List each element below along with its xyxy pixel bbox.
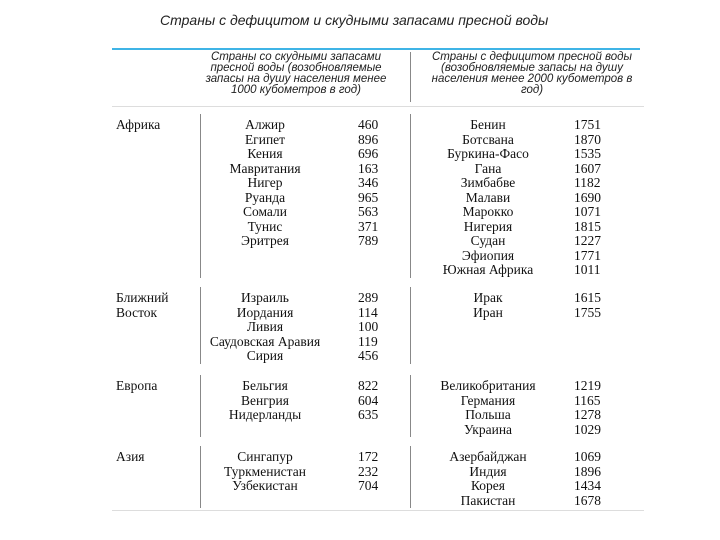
table-row: [414, 147, 614, 162]
page-title: Страны с дефицитом и скудными запасами пресной воды: [160, 12, 549, 28]
water-volume: 1069: [574, 449, 601, 464]
table-row: [414, 176, 614, 191]
country-name: Сомали: [242, 204, 288, 219]
water-volume: 1278: [574, 407, 601, 422]
water-volume: 563: [358, 204, 379, 219]
table-row: [190, 191, 398, 206]
water-volume: 1219: [574, 378, 601, 393]
table-row: [414, 162, 614, 177]
table-row: [190, 291, 398, 306]
water-volume: 1751: [574, 117, 601, 132]
water-volume: 789: [358, 233, 379, 248]
region-label: Азия: [116, 449, 145, 464]
water-volume: 172: [358, 449, 379, 464]
table-row: [190, 234, 398, 249]
country-name: Сингапур: [237, 449, 293, 464]
table-row: [414, 249, 614, 264]
table-row: [190, 479, 398, 494]
table-row: [190, 335, 398, 350]
table-row: [190, 349, 398, 364]
table-row: [190, 133, 398, 148]
title-underline: [112, 48, 640, 50]
water-volume: 1870: [574, 131, 601, 147]
water-volume: 1755: [574, 304, 601, 320]
table-row: [414, 423, 614, 438]
water-volume: 1535: [574, 146, 601, 161]
header-separator: [112, 106, 644, 107]
header-scarce-countries: Страны со скудными запасами пресной воды (возобновляемые запасы на душу населения менее 1000 кубометров в год): [205, 51, 387, 96]
table-row: [414, 191, 614, 206]
table-row: [414, 205, 614, 220]
country-name: Зимбабве: [460, 175, 516, 190]
water-volume: 100: [358, 319, 379, 334]
water-volume: 635: [358, 407, 379, 422]
header-deficit-countries: Страны с дефицитом пресной воды (возобновляемые запасы на душу населения менее 2000 кубометров в год): [431, 51, 633, 96]
table-row: [414, 479, 614, 494]
table-row: [190, 320, 398, 335]
country-name: Узбекистан: [232, 478, 298, 493]
country-name: Марокко: [462, 204, 514, 219]
region-label: Ближний Восток: [116, 290, 169, 320]
table-row: [414, 220, 614, 235]
table-row: [414, 306, 614, 321]
table-row: [190, 379, 398, 394]
country-name: Польша: [465, 407, 511, 422]
country-name: Нидерланды: [228, 407, 302, 422]
region-label: Африка: [116, 117, 161, 132]
table-row: [414, 394, 614, 409]
water-volume: 119: [358, 333, 378, 349]
table-row: [414, 263, 614, 278]
country-name: Саудовская Аравия: [209, 333, 321, 349]
country-name: Иран: [473, 304, 503, 320]
country-name: Азербайджан: [449, 449, 527, 464]
group-divider: [410, 114, 411, 278]
water-volume: 822: [358, 378, 379, 393]
country-name: Алжир: [245, 117, 285, 132]
water-volume: 289: [358, 290, 379, 305]
table-row: [414, 494, 614, 509]
country-name: Венгрия: [241, 392, 289, 408]
table-row: [190, 162, 398, 177]
country-name: Мавритания: [229, 160, 301, 176]
water-volume: 1029: [574, 421, 601, 437]
deficit-column: [414, 118, 614, 278]
water-volume: 1434: [574, 478, 601, 493]
water-volume: 460: [358, 117, 379, 132]
deficit-column: [414, 379, 614, 437]
table-row: [190, 205, 398, 220]
country-name: Израиль: [241, 290, 289, 305]
water-volume: 896: [358, 131, 379, 147]
country-name: Индия: [469, 463, 507, 479]
water-volume: 1182: [574, 175, 601, 190]
water-volume: 604: [358, 392, 379, 408]
country-name: Бенин: [470, 117, 506, 132]
water-volume: 163: [358, 160, 379, 176]
water-volume: 1071: [574, 204, 601, 219]
country-name: Руанда: [244, 189, 286, 205]
country-name: Нигер: [247, 175, 283, 190]
water-volume: 456: [358, 348, 379, 363]
water-volume: 371: [358, 218, 379, 234]
group-divider: [410, 375, 411, 437]
table-row: [414, 408, 614, 423]
country-name: Буркина-Фасо: [447, 146, 529, 161]
country-name: Бельгия: [242, 378, 288, 393]
country-name: Иордания: [236, 304, 294, 320]
table-row: [190, 220, 398, 235]
country-name: Малави: [465, 189, 511, 205]
country-name: Ботсвана: [462, 131, 514, 147]
water-volume: 1011: [574, 262, 601, 277]
water-volume: 1227: [574, 233, 601, 248]
header-divider: [410, 52, 411, 102]
water-volume: 1815: [574, 218, 601, 234]
water-volume: 114: [358, 304, 378, 320]
water-volume: 232: [358, 463, 379, 479]
deficit-column: [414, 450, 614, 508]
water-volume: 1607: [574, 160, 601, 176]
table-row: [414, 450, 614, 465]
table-row: [414, 234, 614, 249]
water-volume: 1678: [574, 492, 601, 508]
group-divider: [410, 446, 411, 508]
country-name: Кения: [247, 146, 283, 161]
water-volume: 704: [358, 478, 379, 493]
country-name: Туркменистан: [224, 463, 306, 479]
scarce-column: [190, 291, 398, 364]
country-name: Южная Африка: [442, 262, 534, 277]
scarce-column: [190, 118, 398, 249]
table-row: [190, 450, 398, 465]
country-name: Пакистан: [460, 492, 516, 508]
country-name: Гана: [474, 160, 502, 176]
water-volume: 696: [358, 146, 379, 161]
water-volume: 1690: [574, 189, 601, 205]
table-row: [414, 379, 614, 394]
country-name: Эфиопия: [461, 247, 515, 263]
country-name: Сирия: [246, 348, 284, 363]
country-name: Ливия: [246, 319, 284, 334]
deficit-column: [414, 291, 614, 320]
water-volume: 1896: [574, 463, 601, 479]
table-row: [414, 465, 614, 480]
country-name: Эритрея: [241, 233, 289, 248]
country-name: Украина: [463, 421, 513, 437]
table-row: [190, 147, 398, 162]
table-row: [190, 306, 398, 321]
table-row: [190, 408, 398, 423]
country-name: Корея: [470, 478, 506, 493]
table-bottom-line: [112, 510, 644, 511]
water-volume: 1771: [574, 247, 601, 263]
water-volume: 1615: [574, 290, 601, 305]
table-row: [190, 465, 398, 480]
table-row: [414, 133, 614, 148]
table-row: [190, 394, 398, 409]
table-row: [190, 118, 398, 133]
country-name: Германия: [460, 392, 516, 408]
country-name: Нигерия: [463, 218, 513, 234]
table-row: [414, 291, 614, 306]
country-name: Тунис: [247, 218, 283, 234]
group-divider: [410, 287, 411, 364]
country-name: Великобритания: [440, 378, 536, 393]
scarce-column: [190, 450, 398, 494]
country-name: Египет: [244, 131, 286, 147]
water-volume: 1165: [574, 392, 601, 408]
water-volume: 346: [358, 175, 379, 190]
region-label: Европа: [116, 378, 158, 393]
scarce-column: [190, 379, 398, 423]
table-row: [190, 176, 398, 191]
country-name: Ирак: [473, 290, 503, 305]
country-name: Судан: [470, 233, 506, 248]
table-row: [414, 118, 614, 133]
water-volume: 965: [358, 189, 379, 205]
